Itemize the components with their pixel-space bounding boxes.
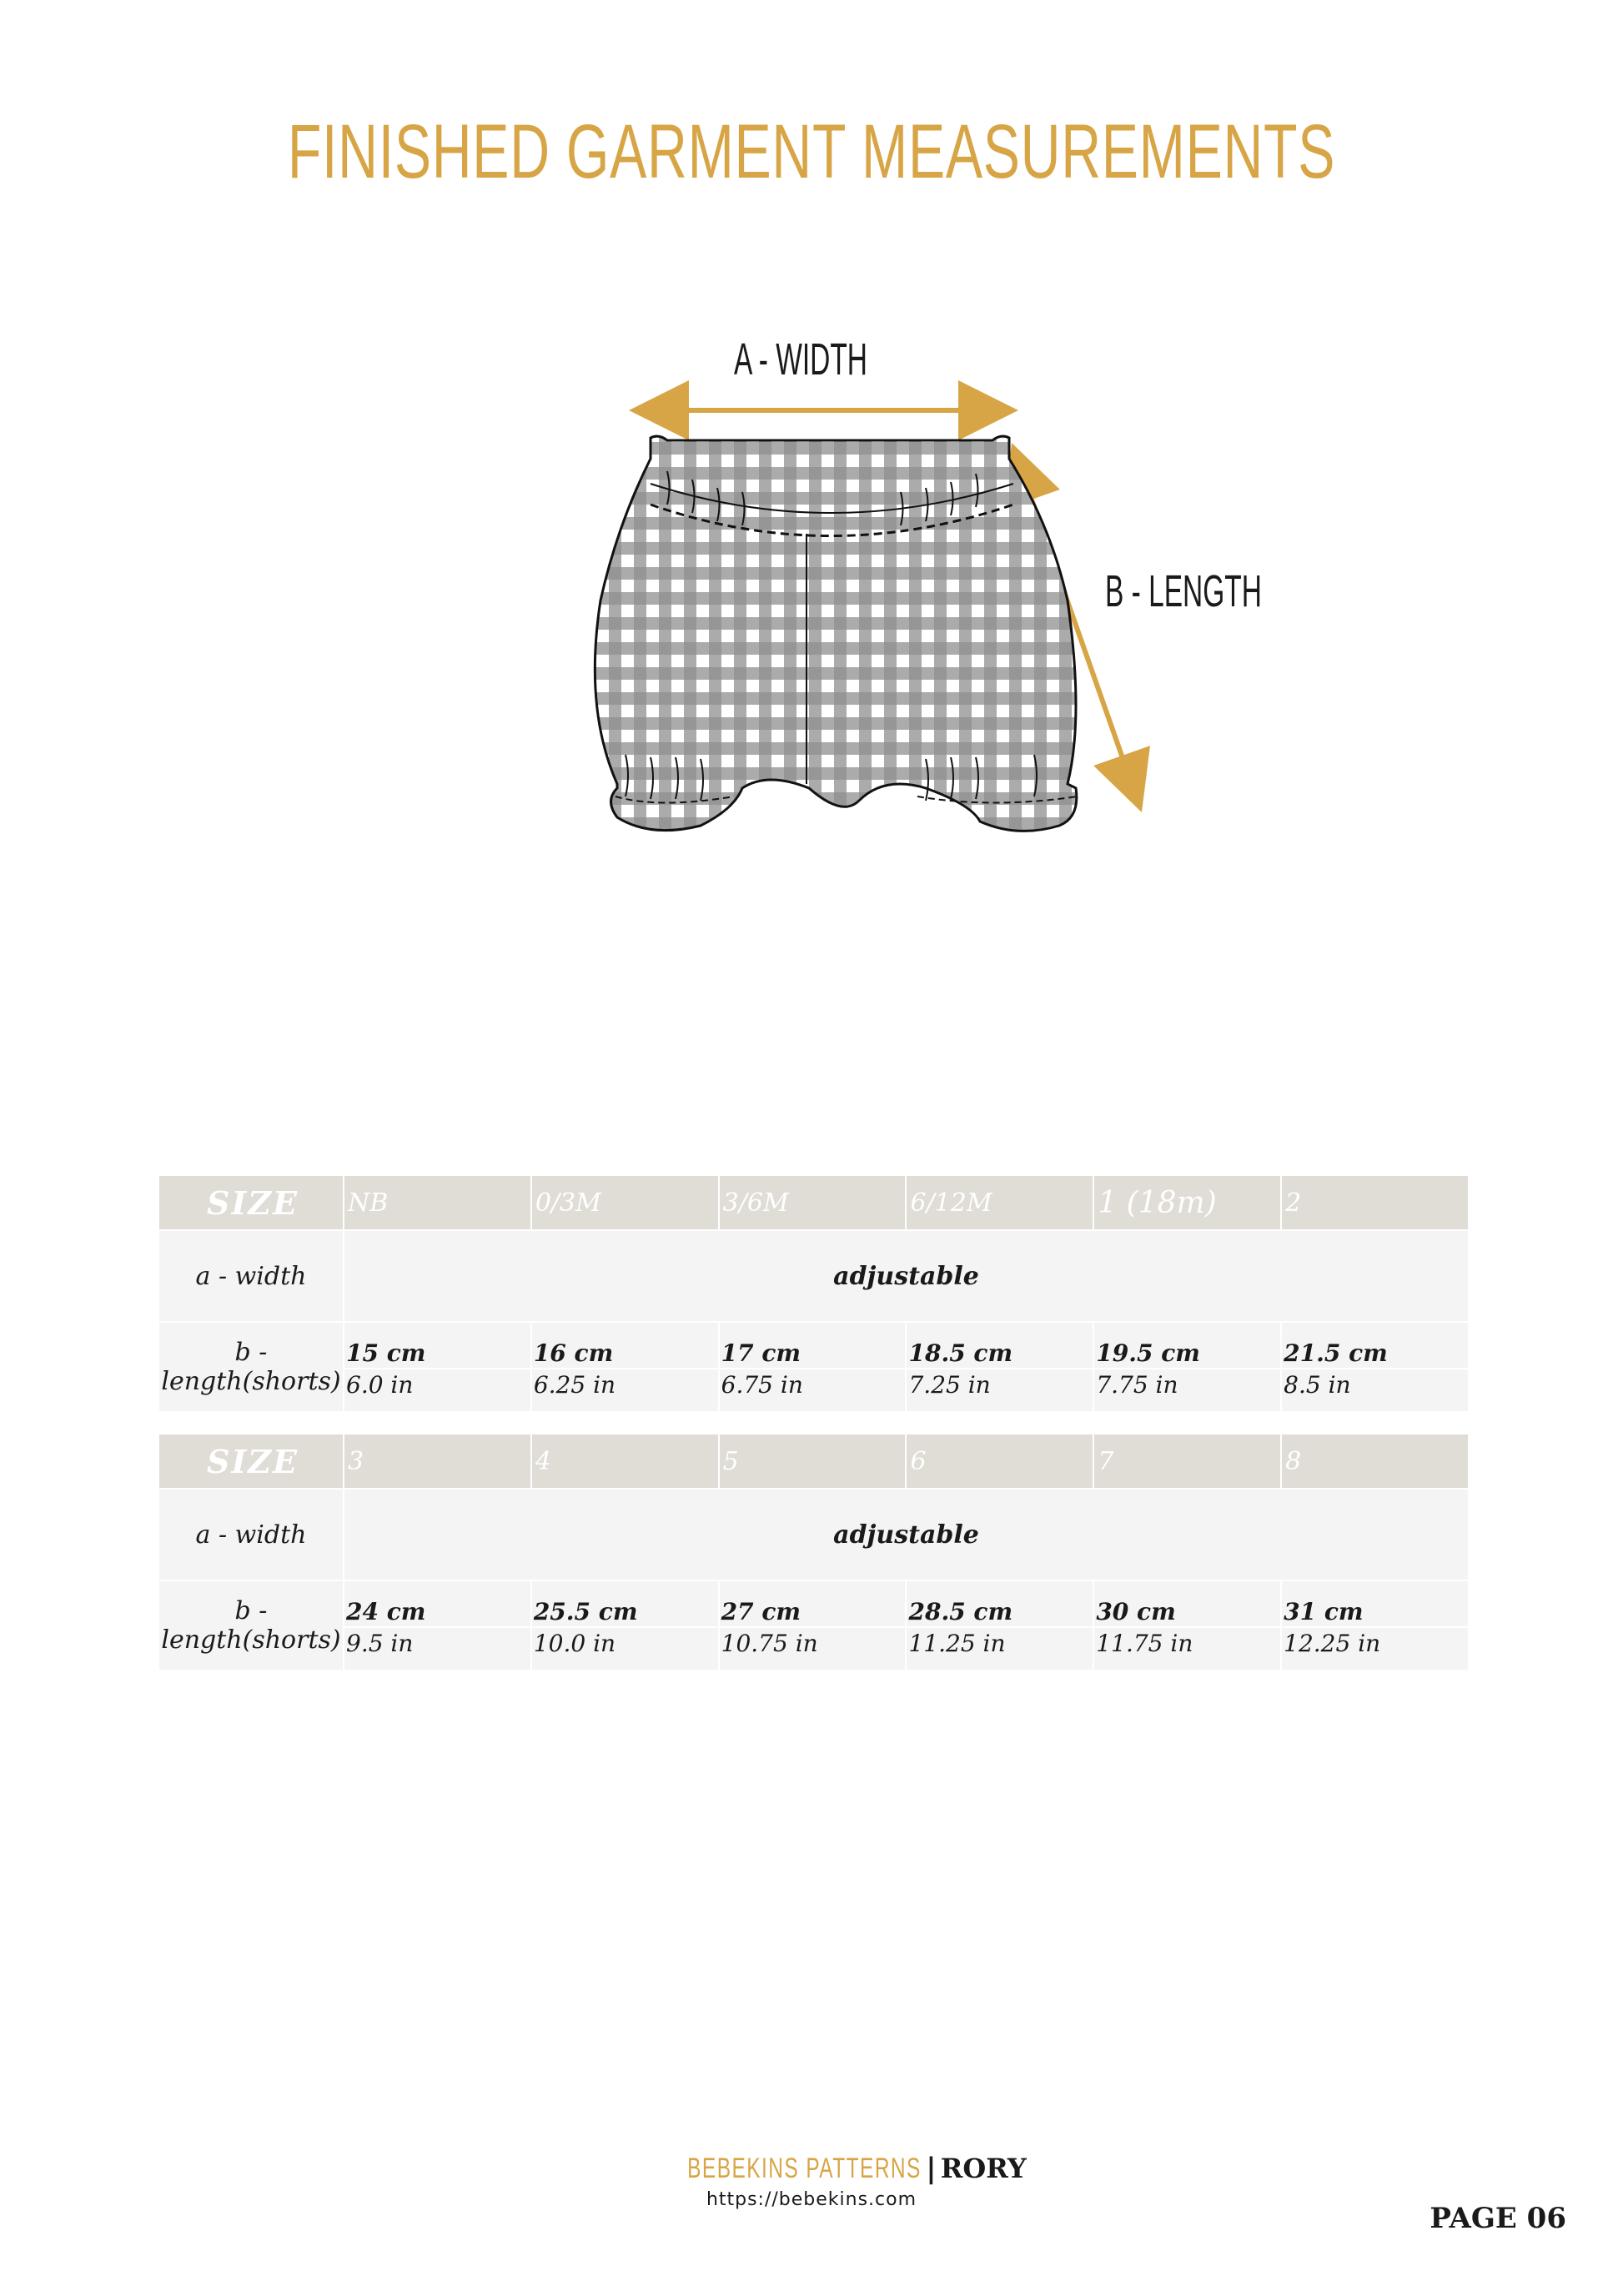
length-in: 6.25 in: [533, 1371, 616, 1399]
row-label-width: a - width: [159, 1231, 343, 1321]
length-cm: 30 cm: [1096, 1598, 1176, 1625]
length-cm: 15 cm: [346, 1339, 426, 1367]
size-table-1: [158, 1174, 1470, 1413]
shorts-illustration: [534, 317, 1168, 901]
label-b-length: B - LENGTH: [1105, 566, 1262, 616]
length-in: 9.5 in: [346, 1630, 414, 1657]
length-in: 7.75 in: [1096, 1371, 1178, 1399]
length-cm: 27 cm: [721, 1598, 801, 1625]
size-header-row: [159, 1434, 1468, 1488]
size-header: 8: [1282, 1434, 1468, 1488]
row-label-length: b - length(shorts): [159, 1581, 343, 1670]
width-value: adjustable: [344, 1490, 1468, 1580]
size-header: 4: [532, 1434, 718, 1488]
size-label: SIZE: [159, 1434, 343, 1488]
label-a-width: A - WIDTH: [734, 334, 867, 384]
length-in: 6.0 in: [346, 1371, 414, 1399]
length-cm: 31 cm: [1284, 1598, 1364, 1625]
length-in: 6.75 in: [721, 1371, 803, 1399]
footer-brand-line: [0, 2152, 1623, 2185]
size-header: 6: [907, 1434, 1093, 1488]
length-cm: 19.5 cm: [1096, 1339, 1200, 1367]
size-header: 3: [344, 1434, 530, 1488]
size-header: NB: [344, 1176, 530, 1229]
size-header-row: [159, 1176, 1468, 1229]
length-cm: 25.5 cm: [533, 1598, 638, 1625]
row-label-width: a - width: [159, 1490, 343, 1580]
width-row: [159, 1490, 1468, 1580]
length-in: 12.25 in: [1284, 1630, 1381, 1657]
page-title: FINISHED GARMENT MEASUREMENTS: [287, 109, 1336, 194]
length-row: [159, 1581, 1468, 1670]
size-table-2: [158, 1433, 1470, 1671]
size-header: 5: [720, 1434, 906, 1488]
width-row: [159, 1231, 1468, 1321]
size-header: 3/6M: [720, 1176, 906, 1229]
length-in: 11.25 in: [908, 1630, 1006, 1657]
length-in: 7.25 in: [908, 1371, 991, 1399]
length-cm: 17 cm: [721, 1339, 801, 1367]
footer-product: RORY: [940, 2153, 1027, 2184]
footer-url[interactable]: https://bebekins.com: [706, 2189, 917, 2210]
length-cm: 16 cm: [533, 1339, 614, 1367]
size-header: 2: [1282, 1176, 1468, 1229]
size-header: 6/12M: [907, 1176, 1093, 1229]
size-header: 1 (18m): [1094, 1176, 1280, 1229]
length-cm: 18.5 cm: [908, 1339, 1013, 1367]
length-cm: 28.5 cm: [908, 1598, 1013, 1625]
footer-separator: |: [926, 2152, 937, 2185]
length-in: 11.75 in: [1096, 1630, 1193, 1657]
length-cm: 24 cm: [346, 1598, 426, 1625]
size-header: 0/3M: [532, 1176, 718, 1229]
length-in: 10.75 in: [721, 1630, 818, 1657]
width-value: adjustable: [344, 1231, 1468, 1321]
footer-brand: BEBEKINS PATTERNS: [687, 2153, 922, 2184]
length-cm: 21.5 cm: [1284, 1339, 1388, 1367]
length-in: 10.0 in: [533, 1630, 616, 1657]
length-in: 8.5 in: [1284, 1371, 1351, 1399]
length-row: [159, 1323, 1468, 1411]
page-number: PAGE 06: [1430, 2202, 1566, 2235]
size-label: SIZE: [159, 1176, 343, 1229]
size-header: 7: [1094, 1434, 1280, 1488]
row-label-length: b - length(shorts): [159, 1323, 343, 1411]
